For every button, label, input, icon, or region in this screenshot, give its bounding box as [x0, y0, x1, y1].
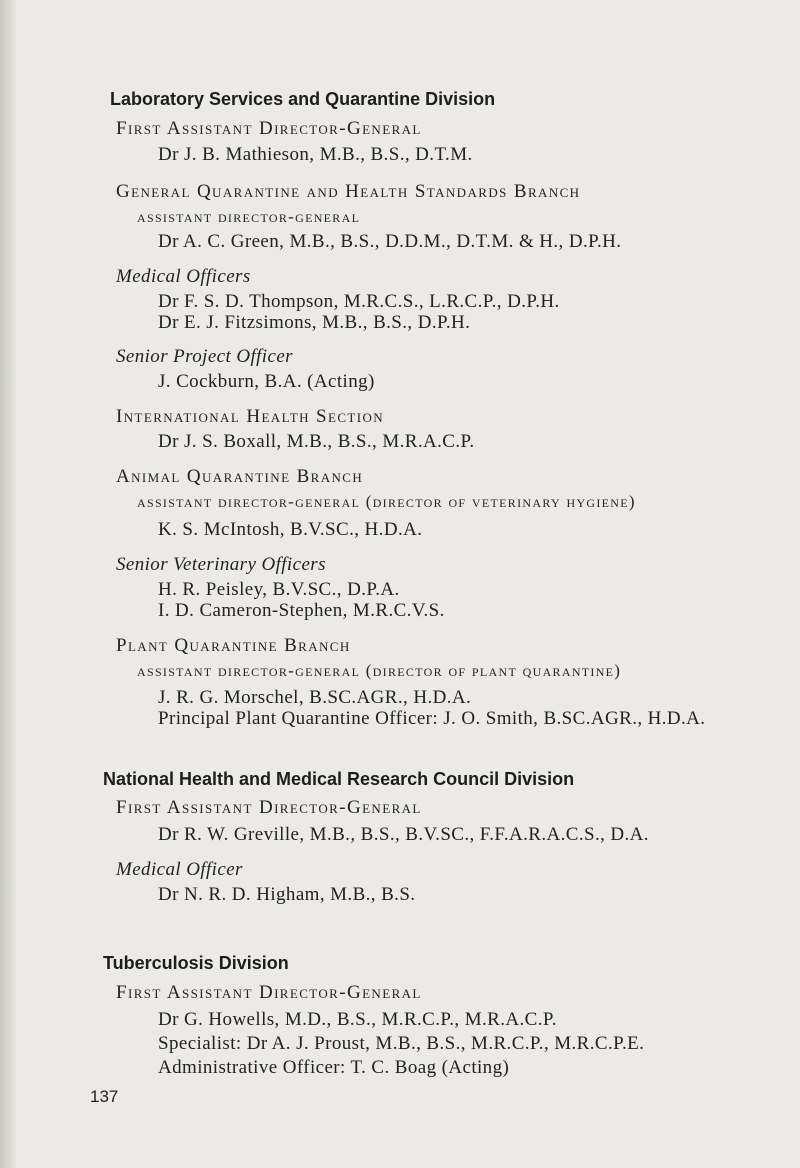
- nhmrc-medical-officer-label: Medical Officer: [116, 859, 243, 880]
- division-heading-laboratory: Laboratory Services and Quarantine Division: [110, 89, 496, 109]
- plant-principal-officer: Principal Plant Quarantine Officer: J. O. Smith, B.SC.AGR., H.D.A.: [158, 708, 706, 729]
- animal-vet-1: H. R. Peisley, B.V.SC., D.P.A.: [158, 579, 400, 600]
- tb-specialist: Specialist: Dr A. J. Proust, M.B., B.S., M.R.C.P., M.R.C.P.E.: [158, 1033, 645, 1054]
- international-section-name: Dr J. S. Boxall, M.B., B.S., M.R.A.C.P.: [158, 431, 475, 452]
- plant-adg-name: J. R. G. Morschel, B.SC.AGR., H.D.A.: [158, 687, 472, 708]
- nhmrc-fadg-name: Dr R. W. Greville, M.B., B.S., B.V.SC., F.F.A.R.A.C.S., D.A.: [158, 824, 649, 845]
- page-number: 137: [90, 1087, 119, 1106]
- international-section-title: International Health Section: [116, 406, 385, 427]
- animal-vets-label: Senior Veterinary Officers: [116, 554, 326, 575]
- gqhs-adg-name: Dr A. C. Green, M.B., B.S., D.D.M., D.T.M. & H., D.P.H.: [158, 231, 622, 252]
- plant-branch-title: Plant Quarantine Branch: [116, 635, 351, 656]
- lab-fadg-title: First Assistant Director-General: [116, 118, 422, 139]
- tb-fadg-title: First Assistant Director-General: [116, 982, 422, 1003]
- gqhs-medical-officers-label: Medical Officers: [116, 266, 251, 287]
- animal-branch-title: Animal Quarantine Branch: [116, 466, 364, 487]
- animal-vet-2: I. D. Cameron-Stephen, M.R.C.V.S.: [158, 600, 445, 621]
- nhmrc-fadg-title: First Assistant Director-General: [116, 797, 422, 818]
- animal-adg-title: assistant director-general (director of veterinary hygiene): [137, 492, 636, 511]
- animal-adg-name: K. S. McIntosh, B.V.SC., H.D.A.: [158, 519, 423, 540]
- lab-fadg-name: Dr J. B. Mathieson, M.B., B.S., D.T.M.: [158, 144, 473, 165]
- nhmrc-medical-officer: Dr N. R. D. Higham, M.B., B.S.: [158, 884, 416, 905]
- gqhs-project-officer-label: Senior Project Officer: [116, 346, 293, 367]
- page-edge-shadow: [0, 0, 16, 1168]
- division-heading-nhmrc: National Health and Medical Research Council Division: [103, 769, 575, 789]
- division-heading-tuberculosis: Tuberculosis Division: [103, 953, 289, 973]
- gqhs-medical-officer-1: Dr F. S. D. Thompson, M.R.C.S., L.R.C.P., D.P.H.: [158, 291, 560, 312]
- gqhs-medical-officer-2: Dr E. J. Fitzsimons, M.B., B.S., D.P.H.: [158, 312, 471, 333]
- tb-administrative-officer: Administrative Officer: T. C. Boag (Acting): [158, 1057, 510, 1078]
- gqhs-adg-title: assistant director-general: [137, 207, 361, 226]
- plant-adg-title: assistant director-general (director of plant quarantine): [137, 661, 622, 680]
- tb-fadg-name: Dr G. Howells, M.D., B.S., M.R.C.P., M.R.A.C.P.: [158, 1009, 557, 1030]
- gqhs-branch-title: General Quarantine and Health Standards Branch: [116, 181, 581, 202]
- gqhs-project-officer: J. Cockburn, B.A. (Acting): [158, 371, 375, 392]
